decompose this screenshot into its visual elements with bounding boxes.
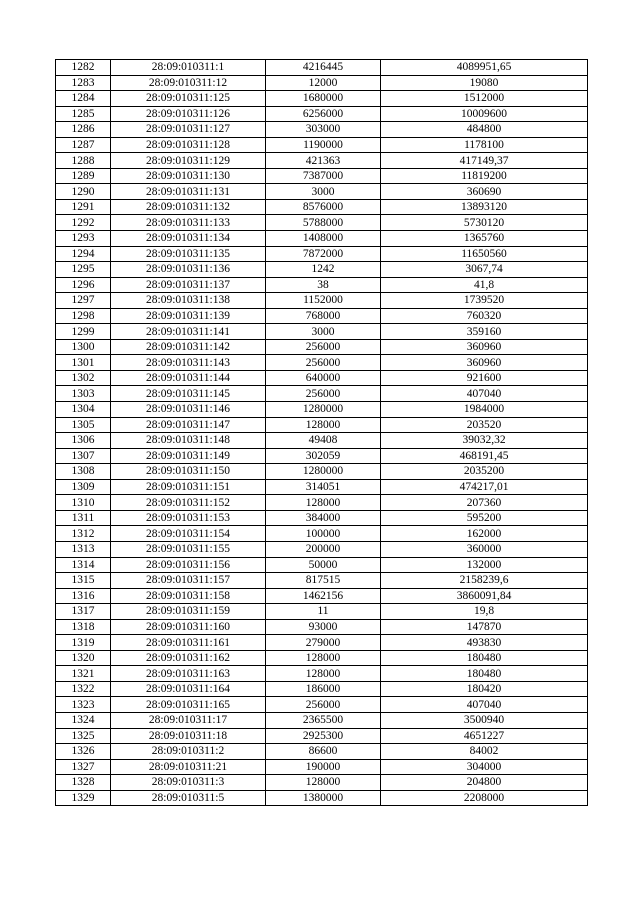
table-row [56,526,588,542]
value-cell: 256000 [266,697,381,713]
cadastral-number-cell: 28:09:010311:165 [111,697,266,713]
cost-cell: 207360 [381,495,588,511]
value-cell: 314051 [266,479,381,495]
table-row [56,697,588,713]
table-row [56,215,588,231]
value-cell: 384000 [266,510,381,526]
table-row [56,355,588,371]
cadastral-number-cell: 28:09:010311:127 [111,122,266,138]
table-row [56,479,588,495]
row-number-cell: 1290 [56,184,111,200]
cost-cell: 595200 [381,510,588,526]
cost-cell: 204800 [381,775,588,791]
cost-cell: 760320 [381,308,588,324]
table-row [56,386,588,402]
value-cell: 421363 [266,153,381,169]
cadastral-number-cell: 28:09:010311:151 [111,479,266,495]
value-cell: 6256000 [266,106,381,122]
cost-cell: 203520 [381,417,588,433]
value-cell: 279000 [266,635,381,651]
cost-cell: 3500940 [381,712,588,728]
cost-cell: 10009600 [381,106,588,122]
value-cell: 38 [266,277,381,293]
row-number-cell: 1326 [56,744,111,760]
value-cell: 128000 [266,495,381,511]
table-row [56,199,588,215]
table-row [56,402,588,418]
value-cell: 817515 [266,573,381,589]
row-number-cell: 1292 [56,215,111,231]
row-number-cell: 1327 [56,759,111,775]
cost-cell: 162000 [381,526,588,542]
cost-cell: 407040 [381,386,588,402]
row-number-cell: 1284 [56,91,111,107]
value-cell: 1190000 [266,137,381,153]
cost-cell: 360690 [381,184,588,200]
cost-cell: 360000 [381,541,588,557]
cost-cell: 407040 [381,697,588,713]
table-row [56,153,588,169]
row-number-cell: 1324 [56,712,111,728]
table-row [56,495,588,511]
cadastral-number-cell: 28:09:010311:128 [111,137,266,153]
row-number-cell: 1304 [56,402,111,418]
cadastral-number-cell: 28:09:010311:3 [111,775,266,791]
row-number-cell: 1313 [56,541,111,557]
table-row [56,75,588,91]
table-body [56,60,588,806]
row-number-cell: 1293 [56,231,111,247]
cost-cell: 180480 [381,650,588,666]
row-number-cell: 1317 [56,604,111,620]
table-row [56,231,588,247]
cadastral-number-cell: 28:09:010311:125 [111,91,266,107]
cadastral-number-cell: 28:09:010311:134 [111,231,266,247]
table-row [56,557,588,573]
value-cell: 302059 [266,448,381,464]
value-cell: 8576000 [266,199,381,215]
value-cell: 7872000 [266,246,381,262]
table-row [56,744,588,760]
table-row [56,277,588,293]
cost-cell: 11819200 [381,168,588,184]
table-row [56,759,588,775]
cadastral-number-cell: 28:09:010311:130 [111,168,266,184]
table-row [56,604,588,620]
cadastral-number-cell: 28:09:010311:142 [111,339,266,355]
cost-cell: 180420 [381,681,588,697]
value-cell: 7387000 [266,168,381,184]
cost-cell: 2035200 [381,464,588,480]
value-cell: 1242 [266,262,381,278]
row-number-cell: 1328 [56,775,111,791]
table-row [56,573,588,589]
cost-cell: 132000 [381,557,588,573]
cost-cell: 359160 [381,324,588,340]
cost-cell: 180480 [381,666,588,682]
row-number-cell: 1298 [56,308,111,324]
cadastral-number-cell: 28:09:010311:150 [111,464,266,480]
row-number-cell: 1322 [56,681,111,697]
cost-cell: 468191,45 [381,448,588,464]
row-number-cell: 1285 [56,106,111,122]
table-row [56,635,588,651]
value-cell: 1280000 [266,402,381,418]
value-cell: 11 [266,604,381,620]
cost-cell: 2158239,6 [381,573,588,589]
cadastral-number-cell: 28:09:010311:157 [111,573,266,589]
value-cell: 256000 [266,355,381,371]
cost-cell: 493830 [381,635,588,651]
cost-cell: 360960 [381,355,588,371]
table-row [56,262,588,278]
row-number-cell: 1306 [56,433,111,449]
table-row [56,433,588,449]
row-number-cell: 1315 [56,573,111,589]
value-cell: 50000 [266,557,381,573]
cost-cell: 474217,01 [381,479,588,495]
table-row [56,728,588,744]
cost-cell: 1739520 [381,293,588,309]
table-row [56,712,588,728]
cadastral-number-cell: 28:09:010311:138 [111,293,266,309]
row-number-cell: 1311 [56,510,111,526]
cost-cell: 4651227 [381,728,588,744]
table-row [56,666,588,682]
cadastral-number-cell: 28:09:010311:154 [111,526,266,542]
value-cell: 128000 [266,666,381,682]
value-cell: 1152000 [266,293,381,309]
table-row [56,91,588,107]
cost-cell: 484800 [381,122,588,138]
table-row [56,619,588,635]
row-number-cell: 1316 [56,588,111,604]
row-number-cell: 1301 [56,355,111,371]
row-number-cell: 1287 [56,137,111,153]
row-number-cell: 1320 [56,650,111,666]
cadastral-number-cell: 28:09:010311:155 [111,541,266,557]
table-row [56,122,588,138]
cadastral-number-cell: 28:09:010311:18 [111,728,266,744]
row-number-cell: 1307 [56,448,111,464]
value-cell: 768000 [266,308,381,324]
cost-cell: 1512000 [381,91,588,107]
cost-cell: 147870 [381,619,588,635]
row-number-cell: 1289 [56,168,111,184]
cadastral-number-cell: 28:09:010311:5 [111,790,266,806]
cadastral-number-cell: 28:09:010311:149 [111,448,266,464]
table-row [56,650,588,666]
row-number-cell: 1297 [56,293,111,309]
table-row [56,464,588,480]
cost-cell: 41,8 [381,277,588,293]
cost-cell: 417149,37 [381,153,588,169]
row-number-cell: 1310 [56,495,111,511]
data-table [55,59,588,806]
cadastral-number-cell: 28:09:010311:126 [111,106,266,122]
value-cell: 1680000 [266,91,381,107]
value-cell: 128000 [266,775,381,791]
table-row [56,541,588,557]
cost-cell: 19080 [381,75,588,91]
row-number-cell: 1291 [56,199,111,215]
cadastral-number-cell: 28:09:010311:159 [111,604,266,620]
value-cell: 256000 [266,386,381,402]
table-row [56,448,588,464]
cadastral-number-cell: 28:09:010311:147 [111,417,266,433]
cadastral-number-cell: 28:09:010311:148 [111,433,266,449]
value-cell: 1380000 [266,790,381,806]
cost-cell: 84002 [381,744,588,760]
table-row [56,308,588,324]
cadastral-number-cell: 28:09:010311:164 [111,681,266,697]
row-number-cell: 1323 [56,697,111,713]
row-number-cell: 1282 [56,60,111,76]
table-row [56,168,588,184]
value-cell: 2925300 [266,728,381,744]
value-cell: 4216445 [266,60,381,76]
table-row [56,681,588,697]
cadastral-number-cell: 28:09:010311:137 [111,277,266,293]
cadastral-number-cell: 28:09:010311:152 [111,495,266,511]
cadastral-number-cell: 28:09:010311:163 [111,666,266,682]
row-number-cell: 1319 [56,635,111,651]
table-row [56,60,588,76]
cadastral-number-cell: 28:09:010311:143 [111,355,266,371]
cadastral-number-cell: 28:09:010311:1 [111,60,266,76]
table-row [56,246,588,262]
cost-cell: 5730120 [381,215,588,231]
cost-cell: 304000 [381,759,588,775]
table-row [56,106,588,122]
value-cell: 640000 [266,370,381,386]
cost-cell: 1365760 [381,231,588,247]
cost-cell: 2208000 [381,790,588,806]
value-cell: 256000 [266,339,381,355]
row-number-cell: 1299 [56,324,111,340]
cadastral-number-cell: 28:09:010311:135 [111,246,266,262]
cadastral-number-cell: 28:09:010311:12 [111,75,266,91]
table-row [56,293,588,309]
cadastral-number-cell: 28:09:010311:153 [111,510,266,526]
cost-cell: 13893120 [381,199,588,215]
value-cell: 49408 [266,433,381,449]
table-row [56,324,588,340]
value-cell: 100000 [266,526,381,542]
value-cell: 1408000 [266,231,381,247]
cost-cell: 19,8 [381,604,588,620]
value-cell: 303000 [266,122,381,138]
table-row [56,790,588,806]
row-number-cell: 1302 [56,370,111,386]
row-number-cell: 1283 [56,75,111,91]
cadastral-number-cell: 28:09:010311:133 [111,215,266,231]
value-cell: 12000 [266,75,381,91]
cadastral-number-cell: 28:09:010311:160 [111,619,266,635]
cadastral-number-cell: 28:09:010311:139 [111,308,266,324]
value-cell: 2365500 [266,712,381,728]
value-cell: 128000 [266,417,381,433]
cadastral-number-cell: 28:09:010311:129 [111,153,266,169]
table-row [56,417,588,433]
cost-cell: 1178100 [381,137,588,153]
cadastral-number-cell: 28:09:010311:161 [111,635,266,651]
row-number-cell: 1321 [56,666,111,682]
row-number-cell: 1318 [56,619,111,635]
cadastral-number-cell: 28:09:010311:146 [111,402,266,418]
value-cell: 200000 [266,541,381,557]
row-number-cell: 1329 [56,790,111,806]
cost-cell: 360960 [381,339,588,355]
value-cell: 3000 [266,324,381,340]
cadastral-number-cell: 28:09:010311:136 [111,262,266,278]
cost-cell: 3860091,84 [381,588,588,604]
row-number-cell: 1325 [56,728,111,744]
row-number-cell: 1296 [56,277,111,293]
row-number-cell: 1286 [56,122,111,138]
value-cell: 93000 [266,619,381,635]
table-row [56,370,588,386]
cost-cell: 921600 [381,370,588,386]
cadastral-number-cell: 28:09:010311:158 [111,588,266,604]
value-cell: 1462156 [266,588,381,604]
value-cell: 86600 [266,744,381,760]
cadastral-number-cell: 28:09:010311:131 [111,184,266,200]
table-row [56,184,588,200]
row-number-cell: 1294 [56,246,111,262]
value-cell: 1280000 [266,464,381,480]
cadastral-number-cell: 28:09:010311:144 [111,370,266,386]
row-number-cell: 1314 [56,557,111,573]
cadastral-number-cell: 28:09:010311:156 [111,557,266,573]
row-number-cell: 1300 [56,339,111,355]
value-cell: 186000 [266,681,381,697]
table-row [56,775,588,791]
cadastral-number-cell: 28:09:010311:145 [111,386,266,402]
cost-cell: 4089951,65 [381,60,588,76]
cost-cell: 11650560 [381,246,588,262]
cadastral-number-cell: 28:09:010311:132 [111,199,266,215]
row-number-cell: 1295 [56,262,111,278]
value-cell: 190000 [266,759,381,775]
row-number-cell: 1303 [56,386,111,402]
cadastral-number-cell: 28:09:010311:162 [111,650,266,666]
cadastral-number-cell: 28:09:010311:2 [111,744,266,760]
table-row [56,137,588,153]
value-cell: 5788000 [266,215,381,231]
row-number-cell: 1305 [56,417,111,433]
table-row [56,588,588,604]
value-cell: 128000 [266,650,381,666]
row-number-cell: 1308 [56,464,111,480]
cost-cell: 1984000 [381,402,588,418]
row-number-cell: 1309 [56,479,111,495]
row-number-cell: 1312 [56,526,111,542]
cadastral-number-cell: 28:09:010311:141 [111,324,266,340]
cadastral-number-cell: 28:09:010311:17 [111,712,266,728]
cost-cell: 3067,74 [381,262,588,278]
cadastral-number-cell: 28:09:010311:21 [111,759,266,775]
table-row [56,339,588,355]
row-number-cell: 1288 [56,153,111,169]
cost-cell: 39032,32 [381,433,588,449]
table-row [56,510,588,526]
value-cell: 3000 [266,184,381,200]
